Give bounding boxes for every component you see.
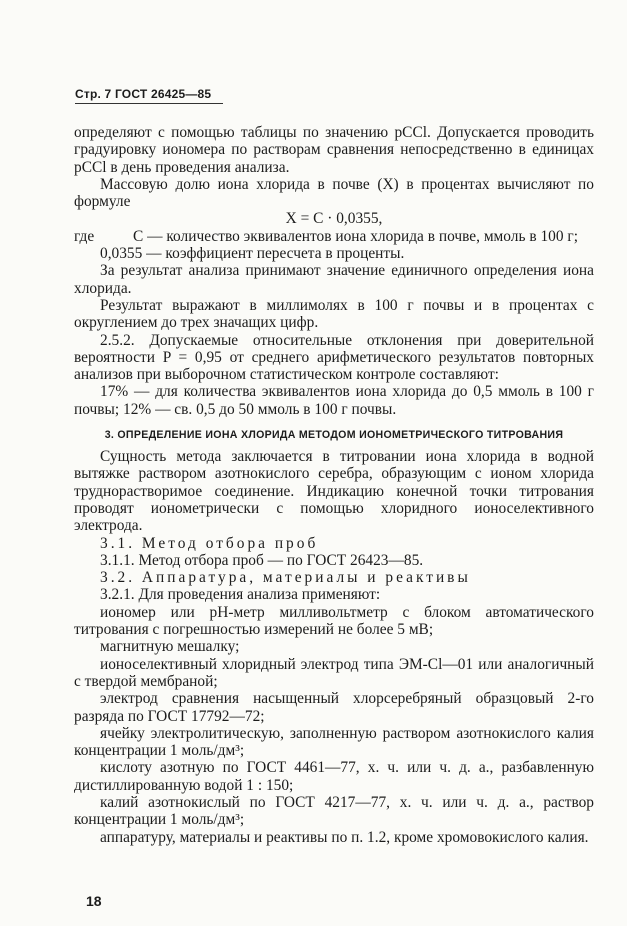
list-item-nitric-acid: кислоту азотную по ГОСТ 4461—77, х. ч. или ч. д. а., разбавленную дистиллированную водой 1 : 150; [74, 759, 594, 794]
formula: X = C · 0,0355, [285, 210, 383, 228]
where-label: где [74, 227, 95, 245]
where-coefficient: 0,0355 — коэффициент пересчета в проценты. [100, 245, 405, 263]
list-item-potassium-nitrate: калий азотнокислый по ГОСТ 4217—77, х. ч. или ч. д. а., раствор концентрации 1 моль/дм³; [74, 793, 594, 829]
list-item-reference-electrode: электрод сравнения насыщенный хлорсеребряный образцовый 2-го разряда по ГОСТ 17792—72; [74, 690, 594, 725]
list-item-apparatus: аппаратуру, материалы и реактивы по п. 1.2, кроме хромовокислого калия. [100, 828, 589, 846]
paragraph-expression: Результат выражают в миллимолях в 100 г почвы и в процентах с округлением до трех значащих цифр. [74, 296, 594, 332]
paragraph-result: За результат анализа принимают значение единичного определения иона хлорида. [74, 262, 594, 297]
paragraph-deviations: 17% — для количества эквивалентов иона хлорида до 0,5 ммоль в 100 г почвы; 12% — св. 0,5 до 50 ммоль в 100 г почвы. [74, 383, 594, 418]
list-item-stirrer: магнитную мешалку; [100, 638, 240, 656]
where-c-definition [74, 228, 594, 245]
list-item-ionomer: иономер или pH-метр милливольтметр с блоком автоматического титрования с погрешностью измерений не более 5 мВ; [74, 603, 594, 639]
section-3-title: 3. ОПРЕДЕЛЕНИЕ ИОНА ХЛОРИДА МЕТОДОМ ИОНОМЕТРИЧЕСКОГО ТИТРОВАНИЯ [104, 429, 564, 442]
list-item-electrode: ионоселективный хлоридный электрод типа ЭМ-Cl—01 или аналогичный с твердой мембраной; [74, 655, 594, 690]
page-body [74, 124, 594, 846]
paragraph-2-5-2: 2.5.2. Допускаемые относительные отклонения при доверительной вероятности P = 0,95 от среднего арифметического результатов повторных анализов при выборочном статистическом контроле составляют: [74, 331, 594, 384]
subsection-3-2-title: 3.2. Аппаратура, материалы и реактивы [100, 569, 471, 587]
paragraph-calibration: определяют с помощью таблицы по значению pCCl. Допускается проводить градуировку иономера по растворам сравнения непосредственно в единицах pCCl в день проведения анализа. [74, 124, 594, 176]
paragraph-3-1-1: 3.1.1. Метод отбора проб — по ГОСТ 26423—85. [100, 551, 424, 569]
paragraph-method-essence: Сущность метода заключается в титровании иона хлорида в водной вытяжке раствором азотнокислого серебра, образующим с ионом хлорида труднорастворимое соединение. Индикацию конечной точки титрования проводят ионометрически с помощью хлоридного ионоселективного электрода. [74, 448, 594, 535]
paragraph-mass-fraction: Массовую долю иона хлорида в почве (X) в процентах вычисляют по формуле [74, 175, 594, 211]
page-number: 18 [86, 893, 102, 909]
where-c-text: C — количество эквивалентов иона хлорида в почве, ммоль в 100 г; [133, 227, 578, 245]
paragraph-3-2-1: 3.2.1. Для проведения анализа применяют: [100, 586, 381, 604]
subsection-3-1-title: 3.1. Метод отбора проб [100, 534, 319, 552]
header-rule [75, 103, 223, 104]
list-item-cell: ячейку электролитическую, заполненную раствором азотнокислого калия концентрации 1 моль/дм³; [74, 724, 594, 760]
page-header [75, 87, 211, 101]
header-title: Стр. 7 ГОСТ 26425—85 [75, 87, 212, 101]
